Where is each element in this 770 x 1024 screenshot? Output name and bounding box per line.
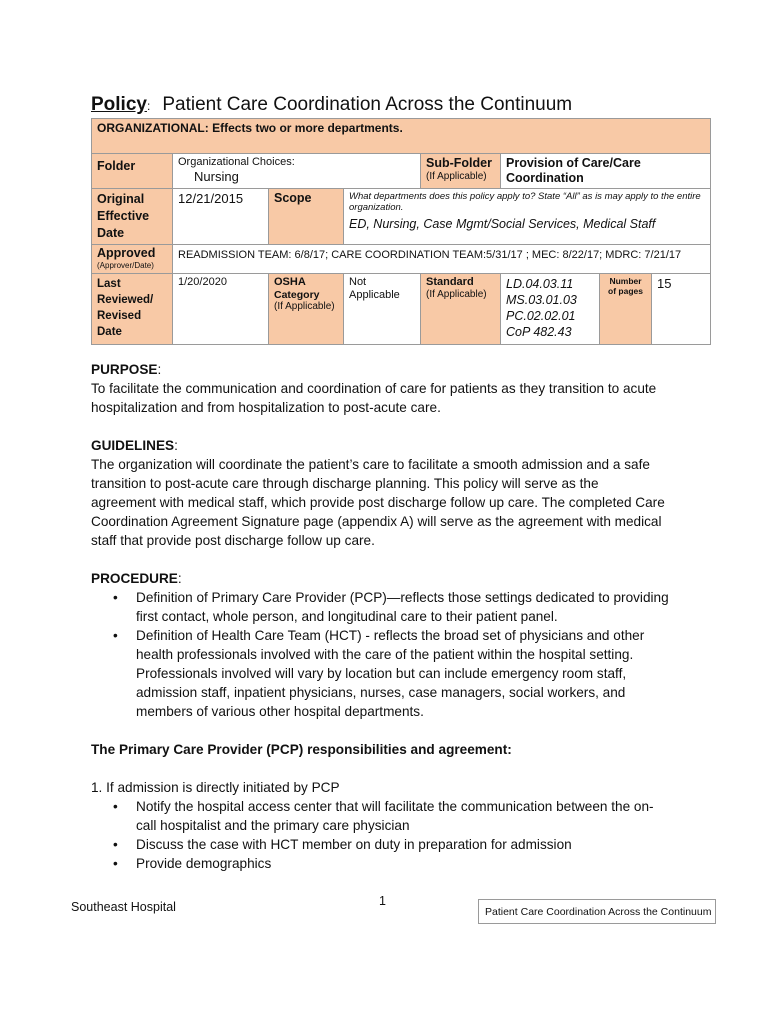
policy-label: Policy — [91, 94, 147, 115]
standard-item: LD.04.03.11 — [506, 276, 574, 291]
pages-label: Number of pages — [600, 273, 652, 344]
standards-list — [501, 273, 600, 344]
guidelines-text-line: agreement with medical staff, which provide post discharge follow up care. The completed Care — [91, 495, 665, 510]
osha-category: Category — [274, 288, 320, 301]
standard-note: (If Applicable) — [426, 288, 487, 300]
purpose-text-line: To facilitate the communication and coordination of care for patients as they transition to acute — [91, 381, 657, 396]
standard-label-cell — [421, 273, 501, 344]
subfolder-value: Provision of Care/Care Coordination — [501, 154, 711, 189]
guidelines-text-line: transition to post-acute care through discharge planning. This policy will serve as the — [91, 476, 599, 491]
last-reviewed-label: Last Reviewed/ Revised Date — [92, 273, 173, 344]
guidelines-text-line: The organization will coordinate the patient’s care to facilitate a smooth admission and a safe — [91, 457, 650, 472]
original-effective-date: 12/21/2015 — [173, 189, 269, 245]
guidelines-heading: GUIDELINES — [91, 438, 175, 453]
subfolder-label: Sub-Folder — [426, 156, 492, 170]
list-item: • Definition of Health Care Team (HCT) - reflects the broad set of physicians and other health professionals involved with the care of the patient within the hospital setting. Professionals involved will vary by location but can include emergency room staff, admission staff, inpatient physicians, nurses, case managers, social workers, and members of various other hospital departments. — [136, 626, 711, 721]
policy-metadata-table — [91, 118, 711, 345]
purpose-text-line: hospitalization and from hospitalization to post-acute care. — [91, 400, 441, 415]
policy-colon: : — [146, 99, 151, 113]
list-item: • Provide demographics — [136, 854, 711, 873]
subfolder-label-cell — [421, 154, 501, 189]
approved-label: Approved — [97, 246, 156, 260]
standard-label: Standard — [426, 275, 474, 288]
scope-label: Scope — [269, 189, 344, 245]
approved-value: READMISSION TEAM: 6/8/17; CARE COORDINATION TEAM:5/31/17 ; MEC: 8/22/17; MDRC: 7/21/17 — [173, 245, 711, 274]
procedure-list — [91, 588, 711, 721]
folder-label: Folder — [92, 154, 173, 189]
osha-value: Not Applicable — [344, 273, 421, 344]
policy-body: PURPOSE: To facilitate the communication and coordination of care for patients as they transition to acute hospitalization and from hospitalization to post-acute care. GUIDELINES: The organization will coordinate the patient’s care to facilitate a smooth admission and a safe transition to post-acute care through discharge planning. This policy will serve as the agreement with medical staff, which provide post discharge follow up care. The completed Care Coordination Agreement Signature page (appendix A) will serve as the agreement with medical staff that provide post discharge follow up care. PROCEDURE: • Definition of Primary Care Provider (PCP)—reflects those settings dedicated to providing first contact, whole person, and longitudinal care to their patient panel. • Definition of Health Care Team (HCT) - reflects the broad set of physicians and other health professionals involved with the care of the patient within the hospital setting. Professionals involved will vary by location but can include emergency room staff, admission staff, inpatient physicians, nurses, case managers, social workers, and members of various other hospital departments. The Primary Care Provider (PCP) responsibilities and agreement: 1. If admission is directly initiated by PCP • Notify the hospital access center that will facilitate the communication between the on- call hospitalist and the primary care physician • Discuss the case with HCT member on duty in preparation for admission • Provide demographics — [91, 360, 711, 873]
list-item: • Discuss the case with HCT member on duty in preparation for admission — [136, 835, 711, 854]
scope-cell — [344, 189, 711, 245]
pages-value: 15 — [652, 273, 711, 344]
list-item: • Notify the hospital access center that will facilitate the communication between the on- call hospitalist and the primary care physician — [136, 797, 711, 835]
pcp-heading: The Primary Care Provider (PCP) responsibilities and agreement: — [91, 742, 512, 757]
scope-question: What departments does this policy apply to? State “All” as is may apply to the entire organization. — [349, 191, 701, 214]
list-item: • Definition of Primary Care Provider (PCP)—reflects those settings dedicated to providing first contact, whole person, and longitudinal care to their patient panel. — [136, 588, 711, 626]
org-header: ORGANIZATIONAL: Effects two or more departments. — [92, 119, 711, 154]
footer-organization: Southeast Hospital — [71, 900, 176, 914]
standard-item: CoP 482.43 — [506, 324, 572, 339]
osha-label: OSHA — [274, 275, 306, 288]
guidelines-text-line: staff that provide post discharge follow up care. — [91, 533, 375, 548]
approved-note: (Approver/Date) — [97, 261, 154, 270]
standard-item: PC.02.02.01 — [506, 308, 576, 323]
folder-value-cell — [173, 154, 421, 189]
policy-title: Patient Care Coordination Across the Continuum — [162, 94, 573, 115]
folder-value: Nursing — [194, 169, 239, 185]
footer-page-number: 1 — [379, 894, 386, 908]
footer-document-title: Patient Care Coordination Across the Continuum — [478, 899, 716, 924]
subfolder-note: (If Applicable) — [426, 171, 487, 182]
original-effective-label: Original Effective Date — [92, 189, 173, 245]
approved-label-cell — [92, 245, 173, 274]
osha-note: (If Applicable) — [274, 301, 335, 313]
osha-label-cell — [269, 273, 344, 344]
standard-item: MS.03.01.03 — [506, 292, 577, 307]
last-reviewed-date: 1/20/2020 — [173, 273, 269, 344]
guidelines-text-line: Coordination Agreement Signature page (appendix A) will serve as the agreement with medical — [91, 514, 662, 529]
pcp-list — [91, 797, 711, 873]
purpose-heading: PURPOSE — [91, 362, 158, 377]
pcp-item-1: 1. If admission is directly initiated by PCP — [91, 780, 340, 795]
scope-value: ED, Nursing, Case Mgmt/Social Services, Medical Staff — [349, 216, 656, 231]
folder-choices-label: Organizational Choices: — [178, 156, 295, 168]
procedure-heading: PROCEDURE — [91, 571, 178, 586]
policy-title-line — [91, 94, 572, 116]
